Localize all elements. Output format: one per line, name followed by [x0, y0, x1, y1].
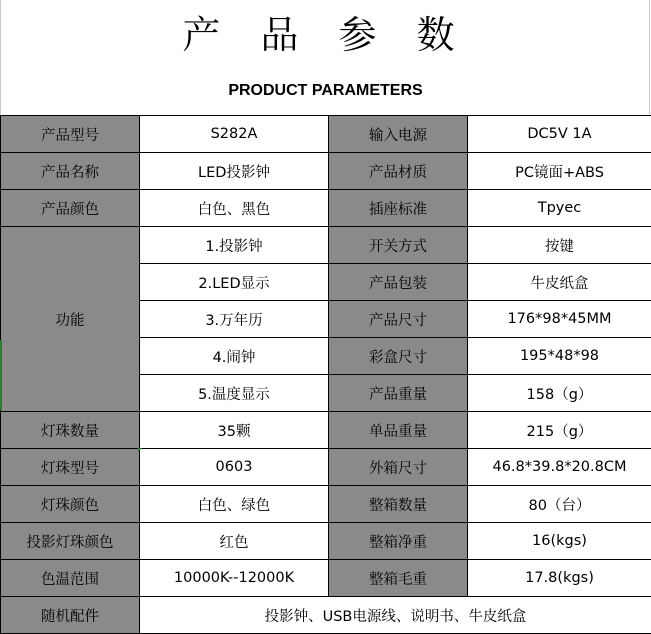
page-title: 产 品 参 数: [182, 13, 469, 57]
param-value: 红色: [140, 523, 329, 560]
param-value: 158（g）: [468, 375, 651, 412]
param-value: 0603: [140, 449, 329, 486]
param-label: 产品型号: [1, 116, 140, 153]
param-value: S282A: [140, 116, 329, 153]
param-label: 色温范围: [1, 560, 140, 597]
param-value: PC镜面+ABS: [468, 153, 651, 190]
param-label: 产品尺寸: [329, 301, 468, 338]
table-row: [1, 227, 651, 264]
param-label: 整箱净重: [329, 523, 468, 560]
function-item: 3.万年历: [140, 301, 329, 338]
parameters-table: [0, 115, 651, 634]
param-label: 产品材质: [329, 153, 468, 190]
param-label: 插座标准: [329, 190, 468, 227]
function-label: 功能: [1, 227, 140, 412]
param-value: 215（g）: [468, 412, 651, 449]
param-value: 白色、绿色: [140, 486, 329, 523]
param-label: 产品包装: [329, 264, 468, 301]
table-row: [1, 116, 651, 153]
param-label: 灯珠数量: [1, 412, 140, 449]
function-item: 5.温度显示: [140, 375, 329, 412]
param-label: 整箱毛重: [329, 560, 468, 597]
param-label: 输入电源: [329, 116, 468, 153]
param-value: 按键: [468, 227, 651, 264]
table-row: [1, 597, 651, 634]
param-value: DC5V 1A: [468, 116, 651, 153]
table-row: [1, 560, 651, 597]
function-item: 4.闹钟: [140, 338, 329, 375]
cell-error-indicator: [138, 448, 142, 452]
table-row: [1, 190, 651, 227]
accessories-value: 投影钟、USB电源线、说明书、牛皮纸盒: [140, 597, 651, 634]
function-item: 1.投影钟: [140, 227, 329, 264]
param-value: 16(kgs): [468, 523, 651, 560]
param-label: 产品重量: [329, 375, 468, 412]
page-subtitle: PRODUCT PARAMETERS: [228, 82, 423, 99]
table-row: [1, 486, 651, 523]
table-row: [1, 412, 651, 449]
param-value: 195*48*98: [468, 338, 651, 375]
param-label: 随机配件: [1, 597, 140, 634]
param-label: 产品颜色: [1, 190, 140, 227]
table-row: [1, 523, 651, 560]
param-label: 整箱数量: [329, 486, 468, 523]
param-label: 彩盒尺寸: [329, 338, 468, 375]
param-label: 投影灯珠颜色: [1, 523, 140, 560]
param-value: 17.8(kgs): [468, 560, 651, 597]
param-value: Tpyec: [468, 190, 651, 227]
param-value: 10000K--12000K: [140, 560, 329, 597]
param-value: 35颗: [140, 412, 329, 449]
param-value: 牛皮纸盒: [468, 264, 651, 301]
param-label: 灯珠型号: [1, 449, 140, 486]
param-label: 产品名称: [1, 153, 140, 190]
table-row: [1, 449, 651, 486]
table-row: [1, 153, 651, 190]
param-value: 46.8*39.8*20.8CM: [468, 449, 651, 486]
cell-selection-marker: [0, 340, 2, 410]
function-item: 2.LED显示: [140, 264, 329, 301]
param-label: 开关方式: [329, 227, 468, 264]
param-label: 外箱尺寸: [329, 449, 468, 486]
param-value: 176*98*45MM: [468, 301, 651, 338]
param-label: 灯珠颜色: [1, 486, 140, 523]
param-value: 白色、黑色: [140, 190, 329, 227]
param-value: 80（台）: [468, 486, 651, 523]
param-value: LED投影钟: [140, 153, 329, 190]
param-label: 单品重量: [329, 412, 468, 449]
